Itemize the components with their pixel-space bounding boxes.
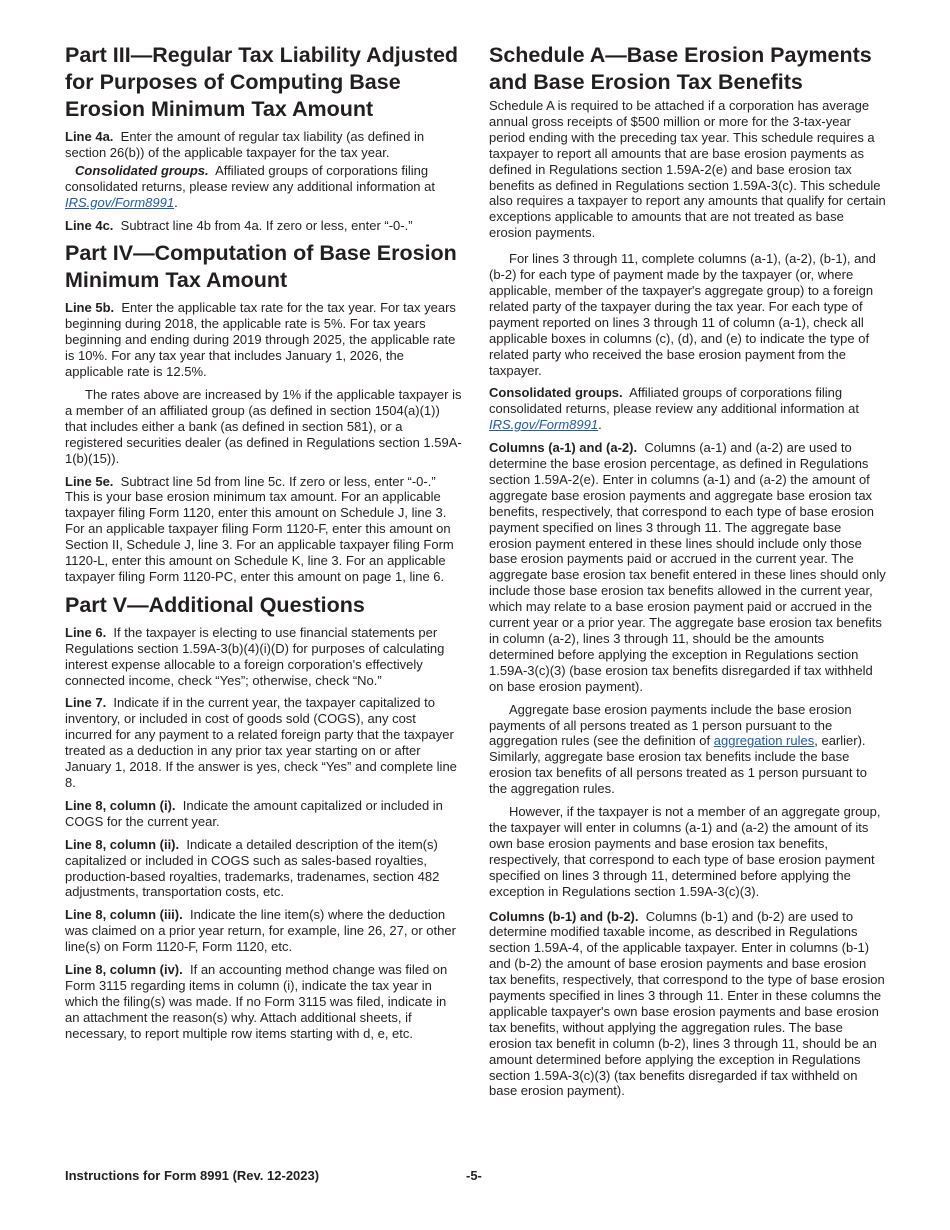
consolidated-text: Affiliated groups of corporations filing consolidated returns, please review any additional information at [489, 385, 859, 417]
line6-lead: Line 6. [65, 624, 107, 640]
consolidated-groups-paragraph [489, 385, 886, 433]
line5e-lead: Line 5e. [65, 473, 114, 489]
consolidated-text: Affiliated groups of corporations filing consolidated returns, please review any additional information at [65, 162, 435, 194]
lines-3-11-paragraph: For lines 3 through 11, complete columns (a-1), (a-2), (b-1), and (b-2) for each type of payment made by the taxpayer (or, where applicable, member of the taxpayer's aggregate group) to a foreign related party of the taxpayer during the tax year. For each type of payment reported on lines 3 through 11 of column (a-1), check all applicable boxes in columns (c), (d), and (e) to indicate the type of related party who received the base erosion payment from the taxpayer. [489, 251, 876, 378]
line8-col-iii-lead: Line 8, column (iii). [65, 907, 183, 923]
right-column [489, 42, 886, 1106]
schedule-a-heading: Schedule A—Base Erosion Payments and Base Erosion Tax Benefits [489, 43, 872, 94]
irs-form8991-link[interactable]: IRS.gov/Form8991 [65, 194, 175, 210]
line5b-text: Enter the applicable tax rate for the tax year. For tax years beginning during 2018, the applicable rate is 5%. For tax years beginning and ending during 2019 through 2025, the applicable rate is 10%. For any tax year that includes January 1, 2026, the applicable rate is 12.5%. [65, 300, 456, 380]
period: . [174, 194, 178, 210]
period: . [598, 417, 602, 433]
part3-heading: Part III—Regular Tax Liability Adjusted for Purposes of Computing Base Erosion Minimum Tax Amount [65, 43, 459, 121]
line8-col-iv-text: If an accounting method change was filed on Form 3115 regarding items in column (i), indicate the tax year in which the filing(s) was made. If no Form 3115 was filed, indicate in an attachment the reason(s) why. Attach additional sheets, if necessary, to report multiple row items starting with d, e, etc. [65, 962, 448, 1041]
line8-col-i-paragraph [65, 798, 462, 830]
line7-lead: Line 7. [65, 695, 107, 711]
line8-col-ii-lead: Line 8, column (ii). [65, 836, 180, 852]
consolidated-lead: Consolidated groups. [75, 162, 209, 178]
line4a-paragraph [65, 129, 462, 161]
part5-heading: Part V—Additional Questions [65, 592, 365, 617]
line5e-paragraph [65, 474, 462, 585]
columns-a-paragraph [489, 440, 886, 695]
however-paragraph: However, if the taxpayer is not a member of an aggregate group, the taxpayer will enter in columns (a-1) and (a-2) the amount of its own base erosion payments and base erosion tax benefits, respectively, that correspond to each type of base erosion payment specified on lines 3 through 11, determined before applying the exception in Regulations section 1.59A-3(c)(3). [489, 804, 881, 899]
line8-col-ii-text: Indicate a detailed description of the item(s) capitalized or included in COGS such as sales-based royalties, production-based royalties, trademarks, tradenames, section 482 adjustments, transportation costs, etc. [65, 836, 440, 900]
aggregate-paragraph [489, 702, 886, 797]
line6-paragraph [65, 625, 462, 689]
line4a-text: Enter the amount of regular tax liability (as defined in section 26(b)) of the applicable taxpayer for the tax year. [65, 129, 425, 160]
footer-form-title: Instructions for Form 8991 (Rev. 12-2023) [65, 1168, 320, 1183]
irs-form8991-link[interactable]: IRS.gov/Form8991 [489, 417, 599, 433]
line8-col-ii-paragraph [65, 837, 462, 901]
line5b-lead: Line 5b. [65, 300, 115, 316]
line8-col-iii-text: Indicate the line item(s) where the deduction was claimed on a prior year return, for example, line 26, 27, or other line(s) on Form 1120-F, Form 1120, etc. [65, 907, 456, 955]
line8-col-iii-paragraph [65, 907, 462, 955]
columns-b-text: Columns (b-1) and (b-2) are used to determine modified taxable income, as described in Regulations section 1.59A-4, of the applicable taxpayer. Enter in columns (b-1) and (b-2) the amount of base erosion payments and base erosion tax benefits, respectively, that correspond to the type of base erosion payments specified in lines 3 through 11. Enter in these columns the applicable taxpayer's own base erosion payments and base erosion tax benefits, without applying the aggregation rules. The base erosion tax benefit in column (b-2), lines 3 through 11, should be an amount determined before applying the exception in Regulations section 1.59A-3(c)(3) (tax benefits disregarded if tax withheld on base erosion payment). [489, 908, 885, 1099]
aggregate-text-after: , earlier). Similarly, aggregate base erosion tax benefits include the base erosion tax benefits of all persons treated as 1 person pursuant to the aggregation rules. [489, 733, 867, 797]
rates-note-paragraph: The rates above are increased by 1% if the applicable taxpayer is a member of an affiliated group (as defined in section 1504(a)(1)) that includes either a bank (as defined in section 581), or a registered securities dealer (as defined in Regulations section 1.59A-1(b)(15)). [65, 386, 462, 466]
line5b-paragraph [65, 300, 462, 380]
left-column [65, 42, 462, 1049]
line4a-lead: Line 4a. [65, 129, 114, 144]
line4c-lead: Line 4c. [65, 217, 114, 233]
line8-col-i-text: Indicate the amount capitalized or included in COGS for the current year. [65, 797, 443, 829]
footer-page-number: -5- [466, 1168, 482, 1183]
line8-col-i-lead: Line 8, column (i). [65, 797, 176, 813]
line4c-text: Subtract line 4b from 4a. If zero or less, enter “-0-.” [120, 217, 413, 233]
line6-text: If the taxpayer is electing to use financial statements per Regulations section 1.59A-3(b)(4)(i)(D) for purposes of calculating interest expense allocable to a foreign corporation's effectively connected income, check “Yes”; otherwise, check “No.” [65, 624, 445, 688]
columns-a-lead: Columns (a-1) and (a-2). [489, 440, 638, 456]
schedule-a-intro: Schedule A is required to be attached if a corporation has average annual gross receipts of $500 million or more for the 3-tax-year period ending with the preceding tax year. This schedule requires a taxpayer to report all amounts that are base erosion payments as defined in Regulations section 1.59A-2(e) and base erosion tax benefits as defined in Regulations section 1.59A-3(c). This schedule also requires a taxpayer to report any amounts that qualify for certain exceptions applicable to amounts that are not treated as base erosion payments. [489, 98, 886, 241]
aggregate-text: Aggregate base erosion payments include the base erosion payments of all persons treated as 1 person pursuant to the aggregation rules (see the definition of [489, 701, 852, 749]
consolidated-groups-paragraph [65, 163, 462, 211]
columns-a-text: Columns (a-1) and (a-2) are used to determine the base erosion percentage, as defined in Regulations section 1.59A-2(e). Enter in columns (a-1) and (a-2) the amount of aggregate base erosion payments and aggregate base erosion tax benefits, respectively, that correspond to each type of base erosion payment specified on lines 3 through 11. The aggregate base erosion payment entered in these lines should include only those base erosion payments paid or accrued in the current year. The aggregate base erosion tax benefit entered in these lines should only include those base erosion tax benefits allowed in the current year, which may relate to a base erosion payment paid or accrued in the current year or a prior year. The aggregate base erosion tax benefits in column (a-2), lines 3 through 11, should be the amounts determined before applying the exception in Regulations section 1.59A-3(c)(3) (base erosion tax benefits disregarded if tax withheld on base erosion payment). [489, 440, 886, 694]
line7-text: Indicate if in the current year, the taxpayer capitalized to inventory, or included in cost of goods sold (COGS), any cost incurred for any payment to a related foreign party that the taxpayer treated as a deduction in any prior tax year starting on or after January 1, 2018. If the answer is yes, check “Yes” and complete line 8. [65, 695, 457, 790]
line4c-paragraph [65, 218, 462, 234]
line8-col-iv-paragraph [65, 962, 462, 1042]
consolidated-lead: Consolidated groups. [489, 385, 623, 401]
part4-heading: Part IV—Computation of Base Erosion Minimum Tax Amount [65, 241, 457, 293]
line7-paragraph [65, 695, 462, 790]
line8-col-iv-lead: Line 8, column (iv). [65, 962, 183, 978]
columns-b-lead: Columns (b-1) and (b-2). [489, 908, 639, 924]
line5e-text: Subtract line 5d from line 5c. If zero or less, enter “-0-.” This is your base erosion minimum tax amount. For an applicable taxpayer filing Form 1120, enter this amount on Schedule J, line 3. For an applicable taxpayer filing Form 1120-F, enter this amount on Section II, Schedule J, line 3. For an applicable taxpayer filing Form 1120-L, enter this amount on Schedule K, line 3. For an applicable taxpayer filing Form 1120-PC, enter this amount on page 1, line 6. [65, 473, 454, 584]
columns-b-paragraph [489, 909, 886, 1100]
aggregation-rules-link[interactable]: aggregation rules [713, 733, 815, 749]
